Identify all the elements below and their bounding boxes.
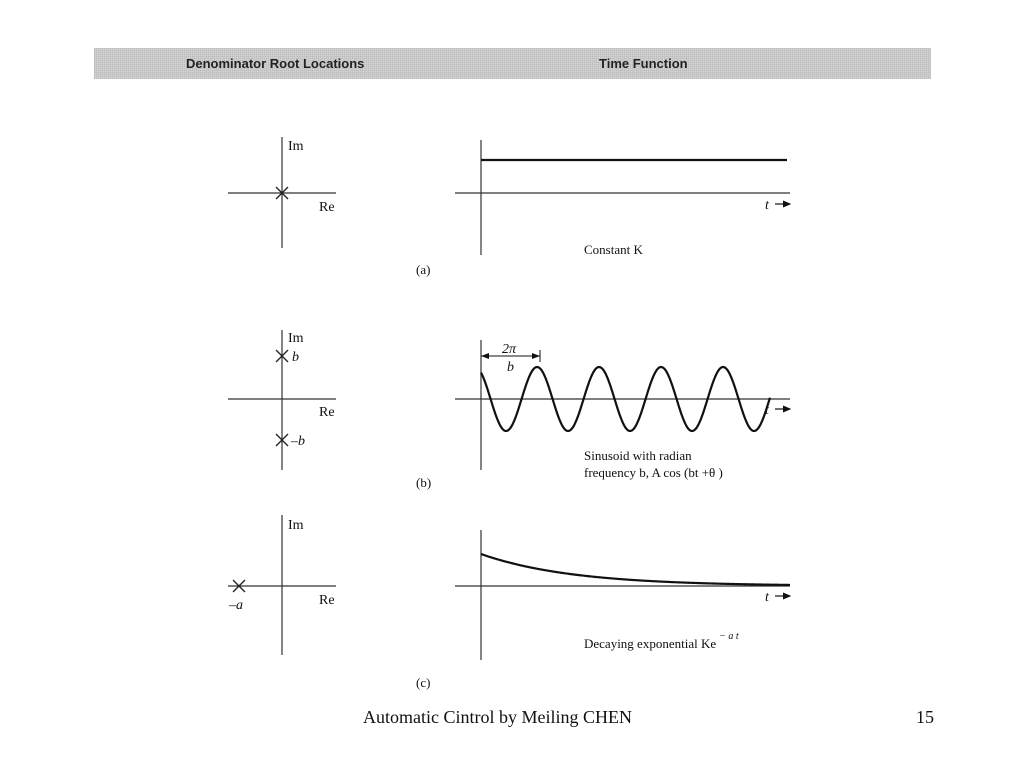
period-arrow-right: [532, 353, 540, 359]
t-label: t: [765, 198, 769, 213]
caption-b: (b): [416, 475, 432, 490]
s-plane-c: [228, 515, 336, 655]
re-label: Re: [319, 405, 335, 420]
re-label: Re: [319, 200, 335, 215]
s-plane-b: [228, 330, 336, 470]
function-label-a: Constant K: [584, 242, 643, 257]
period-label-numerator: 2π: [502, 342, 517, 357]
function-label-c: Decaying exponential Ke $^{- a t}$: [584, 631, 739, 651]
row-b: [228, 330, 790, 490]
t-label: t: [765, 590, 769, 605]
page-number: 15: [916, 707, 934, 727]
pole-label-b: b: [292, 350, 299, 365]
row-a: [228, 137, 790, 277]
pole-label-minus-a: –a: [229, 598, 243, 613]
pole-label-minus-b: –b: [291, 434, 305, 449]
im-label: Im: [288, 331, 304, 346]
caption-c: (c): [416, 675, 431, 690]
time-plot-b: [455, 340, 790, 480]
function-label-b-line2: frequency b, A cos (bt +θ ): [584, 465, 723, 480]
caption-a: (a): [416, 262, 431, 277]
s-plane-a: [228, 137, 336, 248]
function-label-b-line1: Sinusoid with radian: [584, 448, 692, 463]
decaying-exponential-signal: [481, 554, 790, 585]
im-label: Im: [288, 139, 304, 154]
header-time-function: Time Function: [599, 56, 688, 71]
period-label-denominator: b: [507, 360, 514, 375]
footer-title: Automatic Cintrol by Meiling CHEN: [363, 707, 632, 727]
period-arrow-left: [481, 353, 489, 359]
time-plot-c: [455, 530, 790, 660]
re-label: Re: [319, 593, 335, 608]
row-c: [228, 515, 790, 690]
time-plot-a: [455, 140, 790, 257]
header-denominator-root-locations: Denominator Root Locations: [186, 56, 365, 71]
t-label: t: [765, 403, 769, 418]
im-label: Im: [288, 518, 304, 533]
